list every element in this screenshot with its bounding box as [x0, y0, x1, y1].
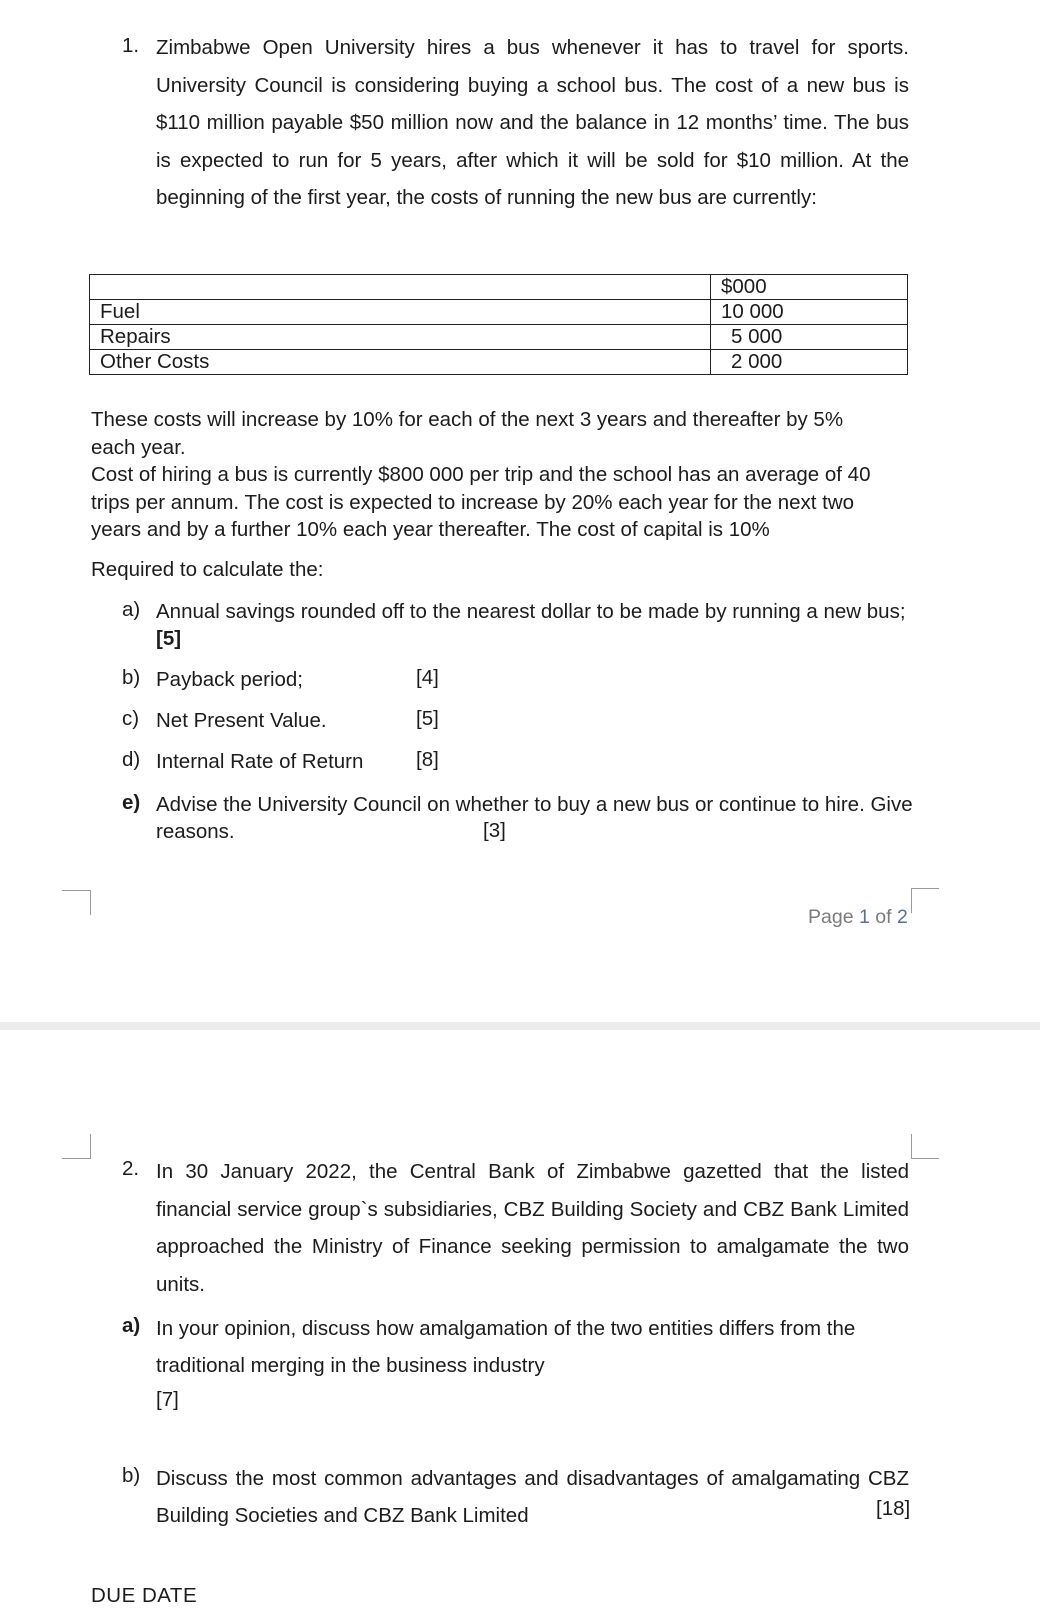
table-row-value: 2 000	[711, 350, 908, 375]
total-pages: 2	[896, 906, 908, 928]
table-row-label: Repairs	[90, 325, 711, 350]
item-b-marks: [4]	[416, 666, 439, 689]
hire-cost-paragraph: Cost of hiring a bus is currently $800 000 per trip and the school has an average of 40 trips per annum. The cost is expected to increase by 20% each year for the next two years and by a further 10% each year thereafter. The cost of capital is 10%	[91, 463, 871, 541]
page-label: Page	[808, 906, 854, 928]
table-row-value: 5 000	[711, 325, 908, 350]
table-row	[90, 325, 908, 350]
page-separator	[0, 1022, 1040, 1030]
table-row-label: Other Costs	[90, 350, 711, 375]
item-b-text: Payback period;	[156, 668, 304, 691]
required-heading: Required to calculate the:	[91, 558, 324, 581]
q2-item-b-letter: b)	[122, 1464, 141, 1487]
item-d-letter: d)	[122, 748, 141, 771]
q2-item-b-text: Discuss the most common advantages and disadvantages of amalgamating CBZ Building Societies and CBZ Bank Limited	[156, 1467, 909, 1527]
question-2-number: 2.	[122, 1157, 140, 1180]
item-e-text: Advise the University Council on whether to buy a new bus or continue to hire. Give reasons.	[156, 793, 913, 843]
item-a-letter: a)	[122, 598, 141, 621]
current-page: 1	[858, 906, 870, 928]
item-a-text: Annual savings rounded off to the nearest dollar to be made by running a new bus;	[156, 600, 906, 623]
item-e-letter: e)	[122, 791, 141, 814]
q2-item-a-letter: a)	[122, 1314, 141, 1337]
table-header-label-cell	[90, 275, 711, 300]
table-row	[90, 350, 908, 375]
q2-item-b-marks: [18]	[876, 1497, 911, 1520]
cost-increase-paragraph: These costs will increase by 10% for each of the next 3 years and thereafter by 5% each year.	[91, 408, 844, 459]
item-a-marks: [5]	[156, 627, 182, 650]
table-header-row	[90, 275, 908, 300]
page-number-footer	[808, 906, 908, 929]
table-row	[90, 300, 908, 325]
q2-item-a-marks: [7]	[156, 1388, 179, 1411]
item-c-text: Net Present Value.	[156, 709, 327, 732]
item-a	[156, 598, 906, 652]
item-c-marks: [5]	[416, 707, 439, 730]
question-1-number: 1.	[122, 34, 140, 57]
question-1-text: Zimbabwe Open University hires a bus whenever it has to travel for sports. University Council is considering buying a school bus. The cost of a new bus is $110 million payable $50 million now and the balance in 12 months’ time. The bus is expected to run for 5 years, after which it will be sold for $10 million. At the beginning of the first year, the costs of running the new bus are currently:	[156, 36, 909, 210]
q2-item-a-text: In your opinion, discuss how amalgamation of the two entities differs from the traditional merging in the business industry	[156, 1317, 856, 1377]
item-c-letter: c)	[122, 707, 140, 730]
of-label: of	[875, 906, 892, 928]
margin-corner-mark	[62, 890, 91, 915]
item-b-letter: b)	[122, 666, 141, 689]
margin-corner-mark	[911, 888, 939, 913]
due-date-heading: DUE DATE	[91, 1584, 198, 1607]
table-row-label: Fuel	[90, 300, 711, 325]
table-header-unit: $000	[711, 275, 908, 300]
margin-corner-mark	[911, 1134, 939, 1159]
table-row-value: 10 000	[711, 300, 908, 325]
item-d-marks: [8]	[416, 748, 439, 771]
margin-corner-mark	[62, 1134, 91, 1159]
item-d-text: Internal Rate of Return	[156, 750, 364, 773]
question-2-text: In 30 January 2022, the Central Bank of Zimbabwe gazetted that the listed financial service group`s subsidiaries, CBZ Building Society and CBZ Bank Limited approached the Ministry of Finance seeking permission to amalgamate the two units.	[156, 1160, 909, 1296]
item-e-marks: [3]	[483, 819, 506, 842]
running-costs-table	[89, 274, 908, 375]
